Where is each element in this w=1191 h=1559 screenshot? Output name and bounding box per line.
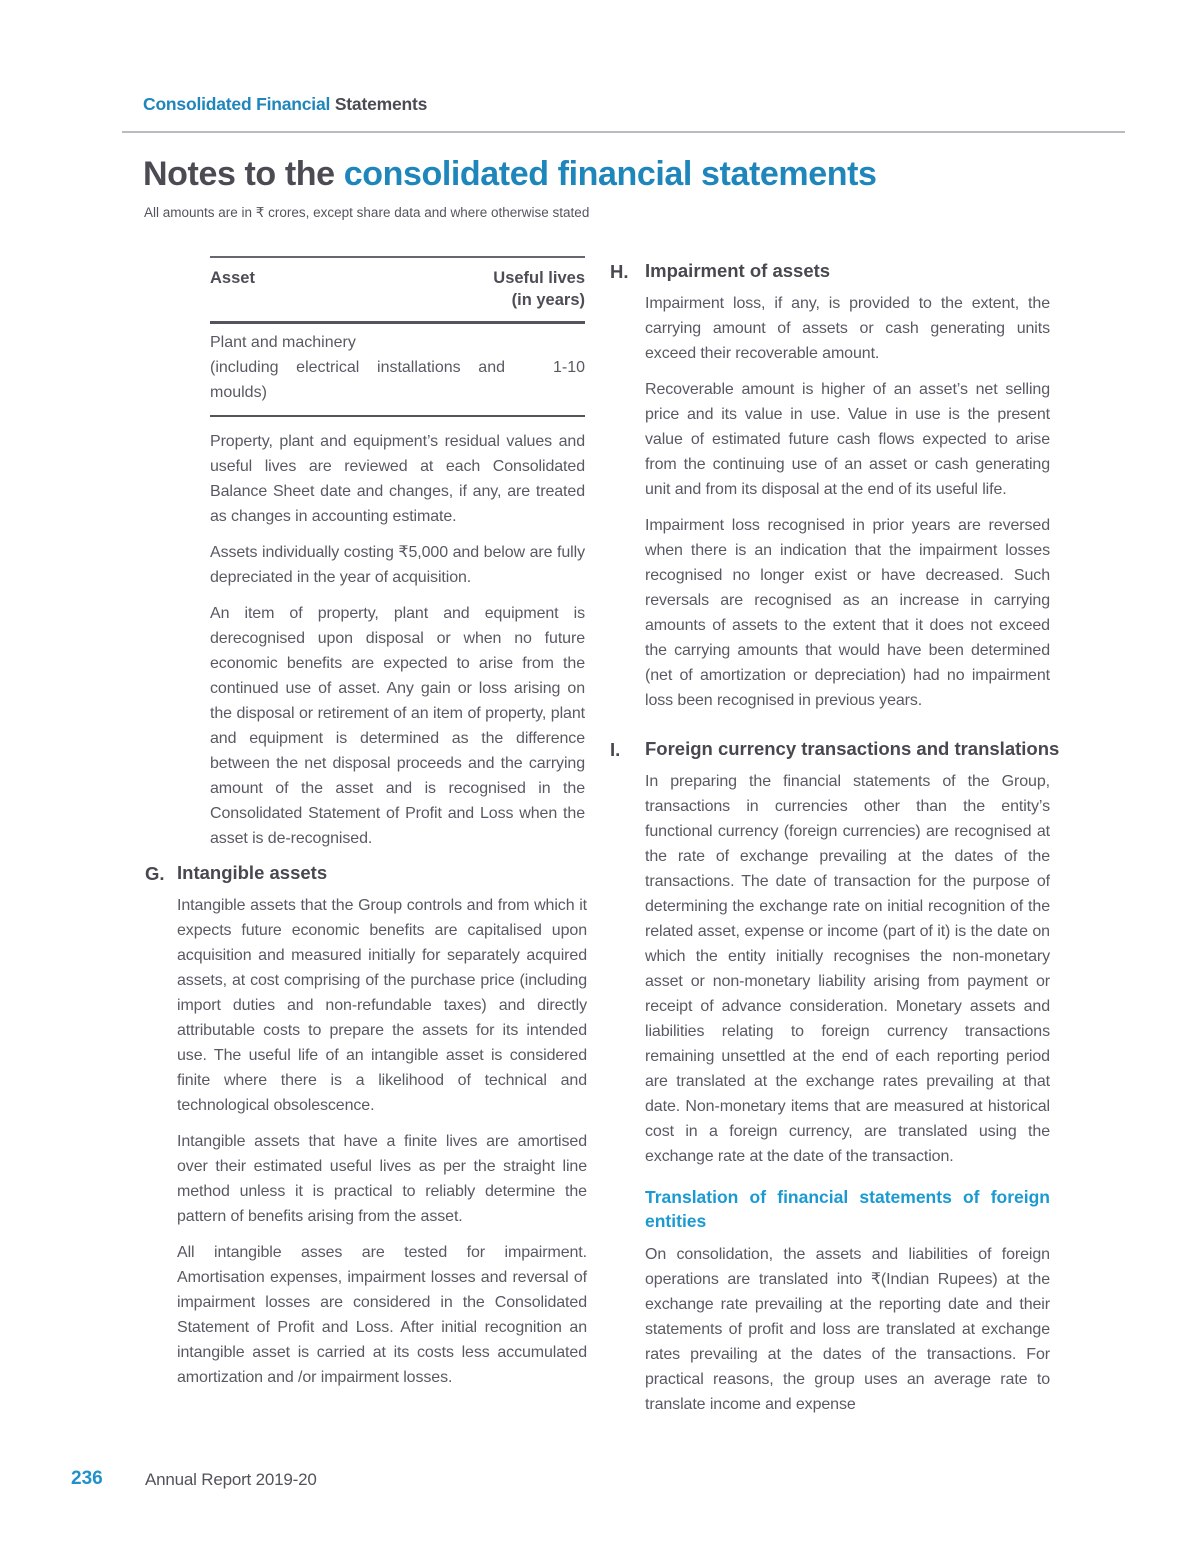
right-column bbox=[610, 256, 1075, 1428]
asset-line1: Plant and machinery bbox=[210, 334, 356, 351]
paragraph: Recoverable amount is higher of an asset’s net selling price and its value in use. Value in use is the present value of estimated future cash flows expected to arise from the continuing use of an asset or cash generating unit and from its disposal at the end of its useful life. bbox=[645, 381, 1050, 498]
section-g bbox=[145, 862, 587, 1401]
section-h-letter: H. bbox=[610, 261, 629, 282]
page-title bbox=[143, 155, 877, 194]
section-f-continued bbox=[210, 429, 585, 851]
table-header-useful-lives bbox=[493, 267, 585, 311]
table-rule-bottom bbox=[210, 415, 585, 417]
table-header-useful-lives-line1: Useful lives bbox=[493, 269, 585, 287]
header-divider bbox=[122, 131, 1125, 133]
left-column bbox=[145, 256, 587, 1401]
paragraph: Property, plant and equipment’s residual values and useful lives are reviewed at each Consolidated Balance Sheet date and changes, if any, are treated as changes in accounting estimate. bbox=[210, 433, 585, 525]
table-cell-asset bbox=[210, 330, 505, 405]
paragraph: On consolidation, the assets and liabilities of foreign operations are translated into ₹(Indian Rupees) at the exchange rate prevailing at the reporting date and their statements of profit and loss are translated at exchange rates prevailing at the dates of the transactions. For practical reasons, the group uses an average rate to translate income and expense bbox=[645, 1246, 1050, 1413]
section-i-body bbox=[645, 769, 1050, 1169]
paragraph: All intangible asses are tested for impairment. Amortisation expenses, impairment losses and reversal of impairment losses are considered in the Consolidated Statement of Profit and Loss. After initial recognition an intangible asset is carried at its costs less accumulated amortization and /or impairment losses. bbox=[177, 1244, 587, 1386]
page-subtitle: All amounts are in ₹ crores, except share data and where otherwise stated bbox=[144, 205, 590, 220]
table-header-row bbox=[210, 258, 585, 321]
paragraph: Impairment loss, if any, is provided to the extent, the carrying amount of assets or cash generating units exceed their recoverable amount. bbox=[645, 295, 1050, 362]
section-i-content bbox=[645, 738, 1060, 1428]
breadcrumb-rest: Statements bbox=[330, 94, 428, 114]
paragraph: Intangible assets that the Group controls and from which it expects future economic benefits are capitalised upon acquisition and measured initially for separately acquired assets, at cost comprising of the purchase price (including import duties and non-refundable taxes) and directly attributable costs to prepare the assets for its intended use. The useful life of an intangible asset is considered finite where there is a likelihood of technical and technological obsolescence. bbox=[177, 897, 587, 1114]
paragraph: An item of property, plant and equipment is derecognised upon disposal or when no future economic benefits are expected to arise from the continued use of asset. Any gain or loss arising on the disposal or retirement of an item of property, plant and equipment is determined as the difference between the net disposal proceeds and the carrying amount of the asset and is recognised in the Consolidated Statement of Profit and Loss when the asset is de-recognised. bbox=[210, 605, 585, 847]
section-h-heading: Impairment of assets bbox=[645, 260, 831, 281]
page-number: 236 bbox=[71, 1468, 103, 1489]
section-gap bbox=[610, 724, 1075, 734]
section-i-letter: I. bbox=[610, 739, 621, 760]
section-g-heading: Intangible assets bbox=[177, 862, 328, 883]
section-i-subheading: Translation of financial statements of foreign entities bbox=[645, 1187, 1050, 1231]
section-g-content bbox=[177, 862, 587, 1401]
section-i-sub-body bbox=[645, 1242, 1050, 1417]
page-title-prefix: Notes to the bbox=[143, 155, 344, 193]
paragraph: Intangible assets that have a finite lives are amortised over their estimated useful lives as per the straight line method unless it is practical to reliably determine the pattern of benefits arising from the asset. bbox=[177, 1133, 587, 1225]
section-g-body bbox=[177, 893, 587, 1390]
report-label: Annual Report 2019-20 bbox=[145, 1470, 317, 1489]
paragraph: In preparing the financial statements of the Group, transactions in currencies other than the entity’s functional currency (foreign currencies) are recognised at the rate of exchange prevailing at the dates of the transactions. The date of transaction for the purpose of determining the exchange rate on initial recognition of the related asset, expense or income (part of it) is the date on which the entity initially recognises the non-monetary asset or non-monetary liability arising from payment or receipt of advance consideration. Monetary assets and liabilities relating to foreign currency transactions remaining unsettled at the end of each reporting period are translated at the exchange rates prevailing at that date. Non-monetary items that are measured at historical cost in a foreign currency, are translated using the exchange rate at the date of the transaction. bbox=[645, 773, 1050, 1165]
asset-rest: (including electrical installations and moulds) bbox=[210, 359, 505, 401]
paragraph: Assets individually costing ₹5,000 and below are fully depreciated in the year of acquisition. bbox=[210, 544, 585, 586]
page-title-highlight: consolidated financial statements bbox=[343, 155, 877, 193]
table-header-asset: Asset bbox=[210, 269, 255, 287]
table-header-useful-lives-line2: (in years) bbox=[511, 291, 585, 309]
section-i bbox=[610, 738, 1075, 1428]
table-cell-useful-lives: 1-10 bbox=[552, 359, 585, 376]
paragraph: Impairment loss recognised in prior years are reversed when there is an indication that the impairment losses recognised no longer exist or have decreased. Such reversals are recognised as an increase in carrying amounts of assets to the extent that it does not exceed the carrying amounts that would have been determined (net of amortization or depreciation) had no impairment loss been recognised in previous years. bbox=[645, 517, 1050, 709]
section-i-heading: Foreign currency transactions and translations bbox=[645, 738, 1060, 759]
section-g-letter: G. bbox=[145, 863, 165, 884]
useful-lives-table bbox=[210, 256, 585, 417]
breadcrumb-highlight: Consolidated Financial bbox=[143, 94, 331, 114]
section-h bbox=[610, 260, 1075, 724]
table-row bbox=[210, 324, 585, 415]
breadcrumb bbox=[143, 94, 427, 115]
section-h-body bbox=[645, 291, 1050, 713]
section-h-content bbox=[645, 260, 1050, 724]
